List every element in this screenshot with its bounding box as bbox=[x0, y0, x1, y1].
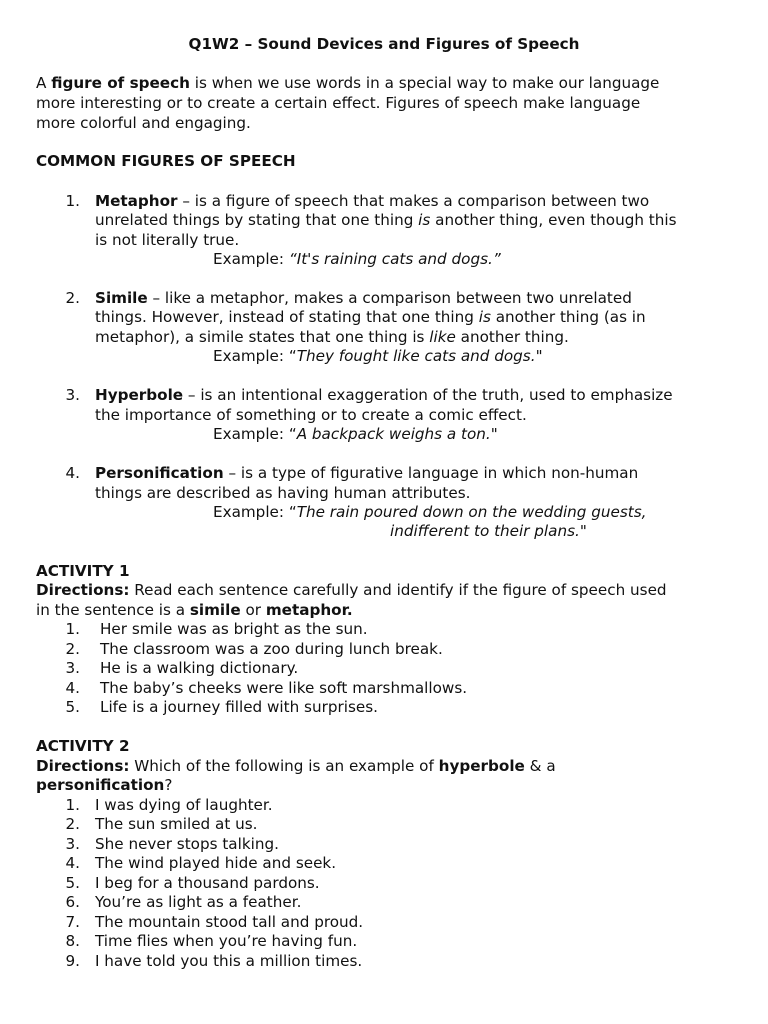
intro-line-1 bbox=[36, 74, 659, 94]
figure-personification-example-cont bbox=[390, 522, 587, 542]
figure-text: – is a figure of speech that makes a comparison between two bbox=[177, 192, 650, 210]
keyword-personification: personification bbox=[36, 776, 165, 794]
list-item: The classroom was a zoo during lunch break. bbox=[100, 640, 443, 658]
activity2-directions-line-2 bbox=[36, 776, 172, 796]
list-item-number: 3. bbox=[65, 835, 80, 853]
example-text: A backpack weighs a ton. bbox=[296, 425, 491, 443]
figure-simile-line-1 bbox=[95, 289, 632, 309]
activity1-directions-line-2 bbox=[36, 601, 353, 621]
figure-term: Hyperbole bbox=[95, 386, 184, 404]
figure-simile-line-3 bbox=[95, 328, 569, 348]
list-item: The mountain stood tall and proud. bbox=[95, 913, 364, 931]
figure-number: 2. bbox=[65, 289, 80, 307]
figure-text: another thing (as in bbox=[490, 308, 646, 326]
list-item: The sun smiled at us. bbox=[95, 815, 258, 833]
intro-line-2: more interesting or to create a certain effect. Figures of speech make language bbox=[36, 94, 641, 112]
figure-text: – is an intentional exaggeration of the truth, used to emphasize bbox=[183, 386, 673, 404]
list-item: She never stops talking. bbox=[95, 835, 279, 853]
list-item: You’re as light as a feather. bbox=[95, 893, 302, 911]
activity1-directions-line-1 bbox=[36, 581, 667, 601]
list-item-number: 1. bbox=[65, 796, 80, 814]
activity2-heading: ACTIVITY 2 bbox=[36, 737, 130, 755]
page-title: Q1W2 – Sound Devices and Figures of Speech bbox=[188, 35, 580, 53]
common-figures-heading: COMMON FIGURES OF SPEECH bbox=[36, 152, 296, 170]
figure-text: unrelated things by stating that one thing bbox=[95, 211, 419, 229]
intro-term: figure of speech bbox=[51, 74, 190, 92]
figure-text: – like a metaphor, makes a comparison between two unrelated bbox=[147, 289, 632, 307]
figure-hyperbole-line-2: the importance of something or to create a comic effect. bbox=[95, 406, 527, 424]
list-item: I have told you this a million times. bbox=[95, 952, 363, 970]
directions-label: Directions: bbox=[36, 581, 130, 599]
list-item: He is a walking dictionary. bbox=[100, 659, 299, 677]
figure-simile-example bbox=[213, 347, 543, 367]
list-item: I was dying of laughter. bbox=[95, 796, 273, 814]
list-item-number: 2. bbox=[65, 640, 80, 658]
list-item-number: 8. bbox=[65, 932, 80, 950]
figure-emphasis: is bbox=[418, 211, 431, 229]
figure-emphasis: like bbox=[429, 328, 456, 346]
figure-text: things. However, instead of stating that one thing bbox=[95, 308, 479, 326]
list-item-number: 6. bbox=[65, 893, 80, 911]
figure-simile-line-2 bbox=[95, 308, 646, 328]
list-item: I beg for a thousand pardons. bbox=[95, 874, 320, 892]
activity2-directions-line-1 bbox=[36, 757, 556, 777]
list-item-number: 4. bbox=[65, 679, 80, 697]
figure-personification-example bbox=[213, 503, 647, 523]
example-label: Example: bbox=[213, 250, 289, 268]
example-end: " bbox=[490, 425, 498, 443]
list-item: The baby’s cheeks were like soft marshmallows. bbox=[100, 679, 468, 697]
directions-label: Directions: bbox=[36, 757, 130, 775]
figure-personification-line-1 bbox=[95, 464, 638, 484]
example-end: " bbox=[579, 522, 587, 540]
figure-number: 4. bbox=[65, 464, 80, 482]
list-item: Life is a journey filled with surprises. bbox=[100, 698, 378, 716]
list-item: Her smile was as bright as the sun. bbox=[100, 620, 368, 638]
list-item-number: 5. bbox=[65, 698, 80, 716]
list-item-number: 9. bbox=[65, 952, 80, 970]
figure-metaphor-line-1 bbox=[95, 192, 649, 212]
figure-text: another thing. bbox=[455, 328, 569, 346]
list-item-number: 2. bbox=[65, 815, 80, 833]
figure-term: Metaphor bbox=[95, 192, 178, 210]
figure-text: another thing, even though this bbox=[430, 211, 677, 229]
intro-line-3: more colorful and engaging. bbox=[36, 114, 251, 132]
figure-metaphor-line-3: is not literally true. bbox=[95, 231, 240, 249]
figure-personification-line-2: things are described as having human attributes. bbox=[95, 484, 471, 502]
figure-text: – is a type of figurative language in which non-human bbox=[223, 464, 639, 482]
figure-metaphor-line-2 bbox=[95, 211, 677, 231]
list-item-number: 3. bbox=[65, 659, 80, 677]
figure-hyperbole-line-1 bbox=[95, 386, 673, 406]
directions-text: Read each sentence carefully and identify if the figure of speech used bbox=[129, 581, 667, 599]
figure-term: Simile bbox=[95, 289, 148, 307]
figure-number: 3. bbox=[65, 386, 80, 404]
directions-text: or bbox=[240, 601, 266, 619]
activity1-heading: ACTIVITY 1 bbox=[36, 562, 130, 580]
list-item: The wind played hide and seek. bbox=[95, 854, 337, 872]
figure-hyperbole-example bbox=[213, 425, 498, 445]
figure-emphasis: is bbox=[478, 308, 491, 326]
list-item-number: 7. bbox=[65, 913, 80, 931]
directions-text: Which of the following is an example of bbox=[129, 757, 439, 775]
example-end: " bbox=[535, 347, 543, 365]
list-item-number: 4. bbox=[65, 854, 80, 872]
example-text: “It's raining cats and dogs.” bbox=[288, 250, 501, 268]
intro-line1-rest: is when we use words in a special way to make our language bbox=[189, 74, 660, 92]
figure-term: Personification bbox=[95, 464, 224, 482]
example-text: They fought like cats and dogs. bbox=[296, 347, 536, 365]
example-text: indifferent to their plans. bbox=[390, 522, 580, 540]
list-item-number: 1. bbox=[65, 620, 80, 638]
directions-text: ? bbox=[164, 776, 173, 794]
example-label: Example: “ bbox=[213, 503, 297, 521]
figure-text: metaphor), a simile states that one thing is bbox=[95, 328, 430, 346]
example-label: Example: “ bbox=[213, 347, 297, 365]
figure-metaphor-example bbox=[213, 250, 501, 270]
directions-text: in the sentence is a bbox=[36, 601, 190, 619]
list-item-number: 5. bbox=[65, 874, 80, 892]
example-text: The rain poured down on the wedding guests, bbox=[296, 503, 647, 521]
intro-lead: A bbox=[36, 74, 52, 92]
figure-number: 1. bbox=[65, 192, 80, 210]
keyword-metaphor: metaphor. bbox=[265, 601, 353, 619]
directions-text: & a bbox=[524, 757, 556, 775]
keyword-hyperbole: hyperbole bbox=[438, 757, 525, 775]
keyword-simile: simile bbox=[189, 601, 241, 619]
list-item: Time flies when you’re having fun. bbox=[95, 932, 358, 950]
example-label: Example: “ bbox=[213, 425, 297, 443]
